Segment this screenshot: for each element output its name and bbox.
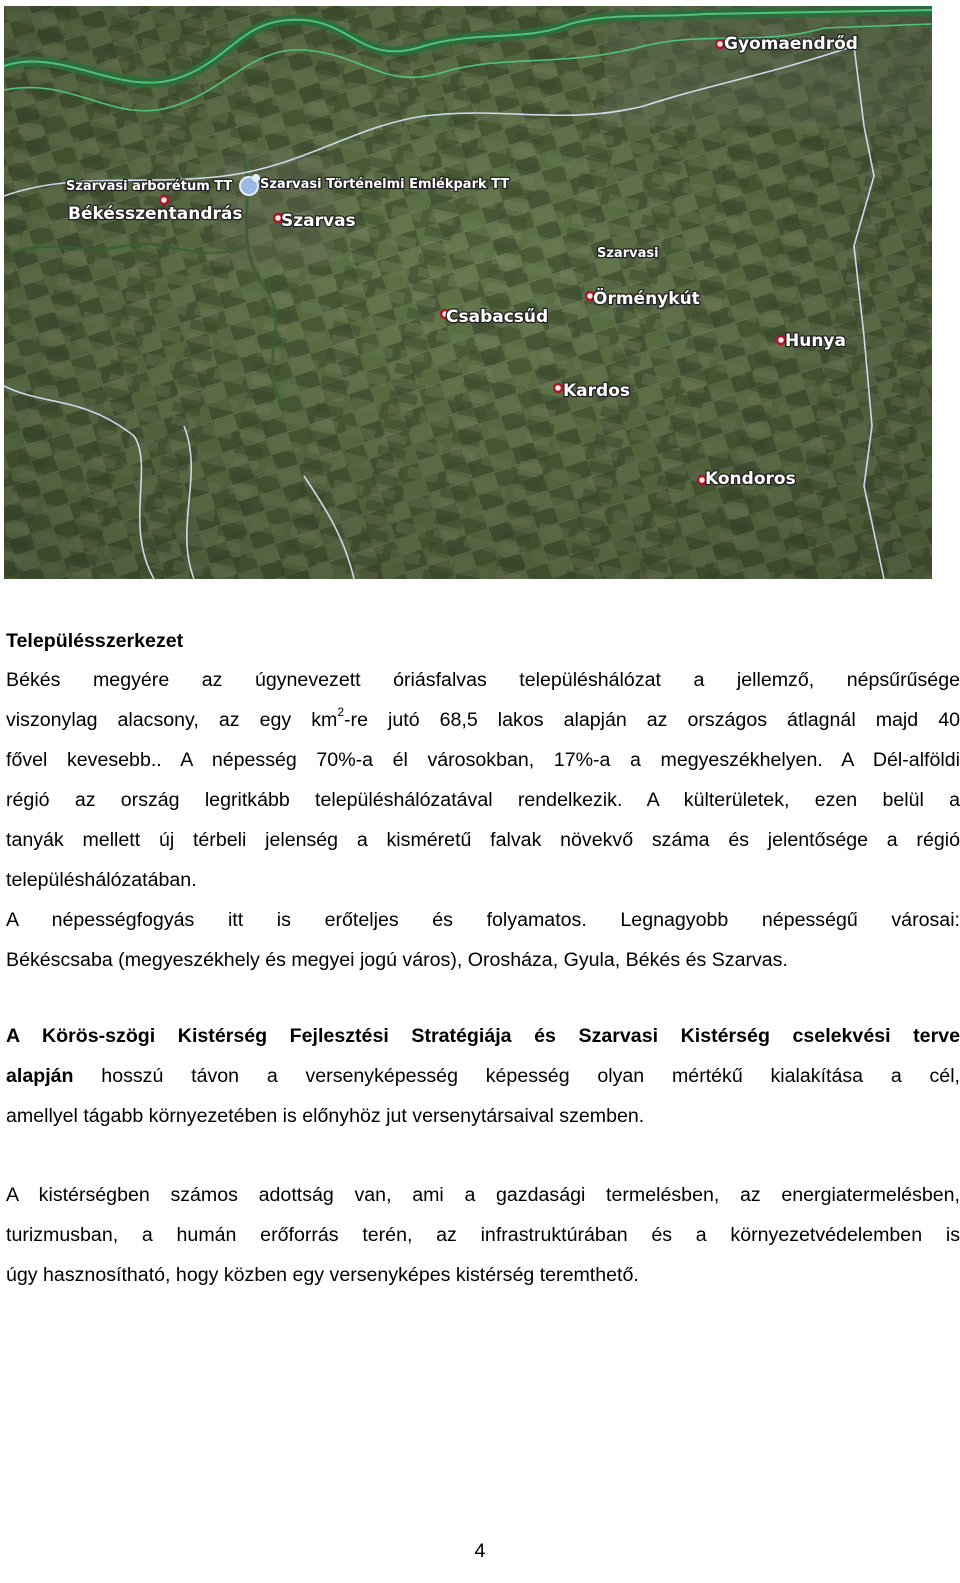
text-line: turizmusban, a humán erőforrás terén, az infrastruktúrában és a környezetvédelemben is xyxy=(6,1224,960,1246)
label-szarvas: Szarvas xyxy=(281,211,356,231)
label-szarvasi: Szarvasi xyxy=(597,246,659,261)
text-line: viszonylag alacsony, az egy $km^2-re$ jutó 68,5 lakos alapján az országos átlagnál majd 40 xyxy=(6,705,960,731)
text-line: tanyák mellett új térbeli jelenség a kisméretű falvak növekvő száma és jelentősége a régió xyxy=(6,829,960,851)
text-line: alapján hosszú távon a versenyképesség képesség olyan mértékű kialakítása a cél, xyxy=(6,1065,960,1087)
label-kondoros: Kondoros xyxy=(705,469,796,489)
text-line: fővel kevesebb.. A népesség 70%-a él városokban, 17%-a a megyeszékhelyen. A Dél-alföldi xyxy=(6,749,960,771)
label-emlekpark: Szarvasi Történelmi Emlékpark TT xyxy=(260,177,510,192)
satellite-map xyxy=(4,6,932,579)
text-line: Békés megyére az úgynevezett óriásfalvas településhálózat a jellemző, népsűrűsége xyxy=(6,669,960,691)
map-canvas xyxy=(4,6,932,579)
paragraph-adottsagok xyxy=(6,1175,960,1295)
text-line: A kistérségben számos adottság van, ami a gazdasági termelésben, az energiatermelésben, xyxy=(6,1184,960,1206)
pin-gyomaendrod[interactable] xyxy=(716,40,724,48)
text-line: amellyel tágabb környezetében is előnyhöz jut versenytársaival szemben. xyxy=(6,1105,645,1127)
text-line: A népességfogyás itt is erőteljes és folyamatos. Legnagyobb népességű városai: xyxy=(6,909,960,931)
label-ormenykut: Örménykút xyxy=(593,289,700,309)
paragraph-strategy xyxy=(6,1016,960,1136)
text-line: A Körös-szögi Kistérség Fejlesztési Stratégiája és Szarvasi Kistérség cselekvési terve xyxy=(6,1025,960,1047)
text-line: úgy hasznosítható, hogy közben egy versenyképes kistérség teremthető. xyxy=(6,1264,639,1286)
pin-kardos[interactable] xyxy=(554,384,562,392)
pin-hunya[interactable] xyxy=(777,336,785,344)
pin-arboretum[interactable] xyxy=(160,196,168,204)
label-arboretum: Szarvasi arborétum TT xyxy=(66,179,233,194)
label-kardos: Kardos xyxy=(563,381,630,401)
paragraph-telepulesszerkezet xyxy=(6,660,960,980)
text-line: Békéscsaba (megyeszékhely és megyei jogú város), Orosháza, Gyula, Békés és Szarvas. xyxy=(6,949,788,971)
text-line: régió az ország legritkább településhálózatával rendelkezik. A külterületek, ezen belül a xyxy=(6,789,960,811)
page-number: 4 xyxy=(474,1540,486,1562)
label-csabacsud: Csabacsűd xyxy=(446,307,549,327)
superscript: 2 xyxy=(337,705,345,720)
label-gyomaendrod: Gyomaendrőd xyxy=(724,34,858,54)
label-hunya: Hunya xyxy=(785,331,846,351)
label-bekesszentandras: Békésszentandrás xyxy=(68,204,243,224)
section-heading: Településszerkezet xyxy=(6,630,184,652)
text-line: településhálózatában. xyxy=(6,869,197,891)
